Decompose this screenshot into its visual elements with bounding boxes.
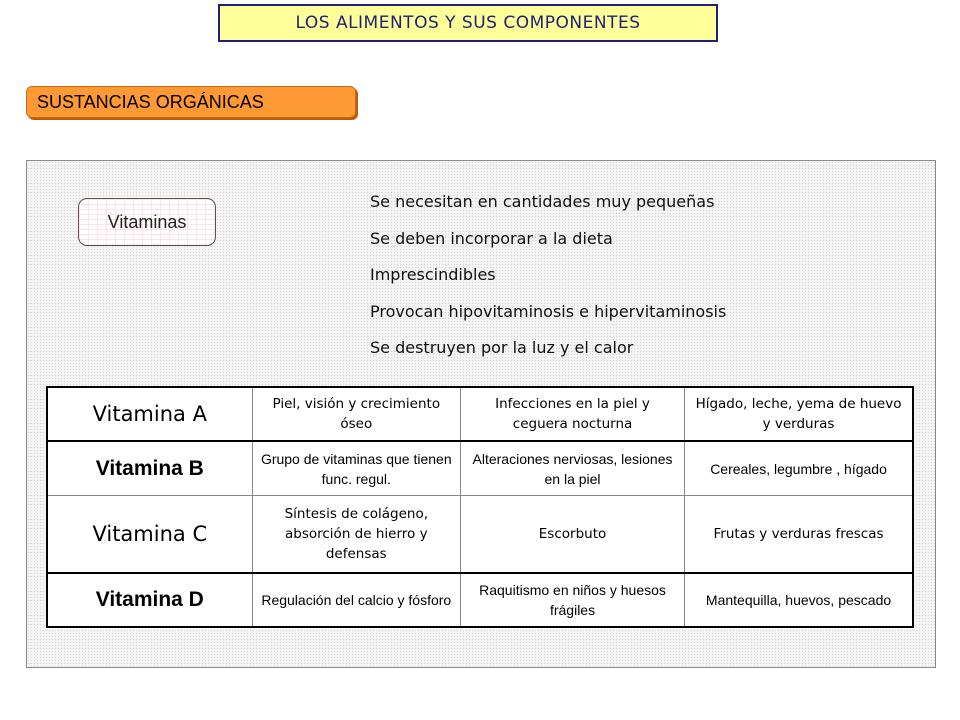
vitamin-function: Grupo de vitaminas que tienen func. regul.: [252, 441, 460, 495]
table-row: [47, 573, 913, 627]
table-row: [47, 441, 913, 495]
table-row: [47, 387, 913, 441]
vitamin-name: Vitamina A: [47, 387, 252, 441]
vitamin-sources: Frutas y verduras frescas: [685, 495, 913, 572]
vitamin-sources: Mantequilla, huevos, pescado: [685, 573, 913, 627]
vitamin-name: Vitamina B: [47, 441, 252, 495]
vitamin-sources: Hígado, leche, yema de huevo y verduras: [685, 387, 913, 441]
vitamin-deficiency: Raquitismo en niños y huesos frágiles: [461, 573, 685, 627]
page-title: LOS ALIMENTOS Y SUS COMPONENTES: [218, 4, 718, 42]
vitamin-function: Piel, visión y crecimiento óseo: [252, 387, 460, 441]
fact-item: Se deben incorporar a la dieta: [370, 228, 613, 248]
vitamin-name: Vitamina D: [47, 573, 252, 627]
vitamin-deficiency: Escorbuto: [461, 495, 685, 572]
table-row: [47, 495, 913, 572]
vitamin-deficiency: Infecciones en la piel y ceguera nocturna: [461, 387, 685, 441]
vitamin-name: Vitamina C: [47, 495, 252, 572]
fact-item: Se destruyen por la luz y el calor: [370, 338, 634, 357]
fact-item: Provocan hipovitaminosis e hipervitaminosis: [370, 301, 727, 321]
fact-item: Imprescindibles: [370, 265, 496, 284]
vitamins-table: [46, 386, 914, 628]
vitamin-deficiency: Alteraciones nerviosas, lesiones en la piel: [461, 441, 685, 495]
facts-list: [370, 184, 726, 367]
vitamin-sources: Cereales, legumbre , hígado: [685, 441, 913, 495]
section-heading: SUSTANCIAS ORGÁNICAS: [26, 86, 356, 118]
fact-item: Se necesitan en cantidades muy pequeñas: [370, 192, 715, 211]
vitamin-function: Regulación del calcio y fósforo: [252, 573, 460, 627]
topic-label: Vitaminas: [78, 198, 216, 246]
vitamin-function: Síntesis de colágeno, absorción de hierro y defensas: [252, 495, 460, 572]
